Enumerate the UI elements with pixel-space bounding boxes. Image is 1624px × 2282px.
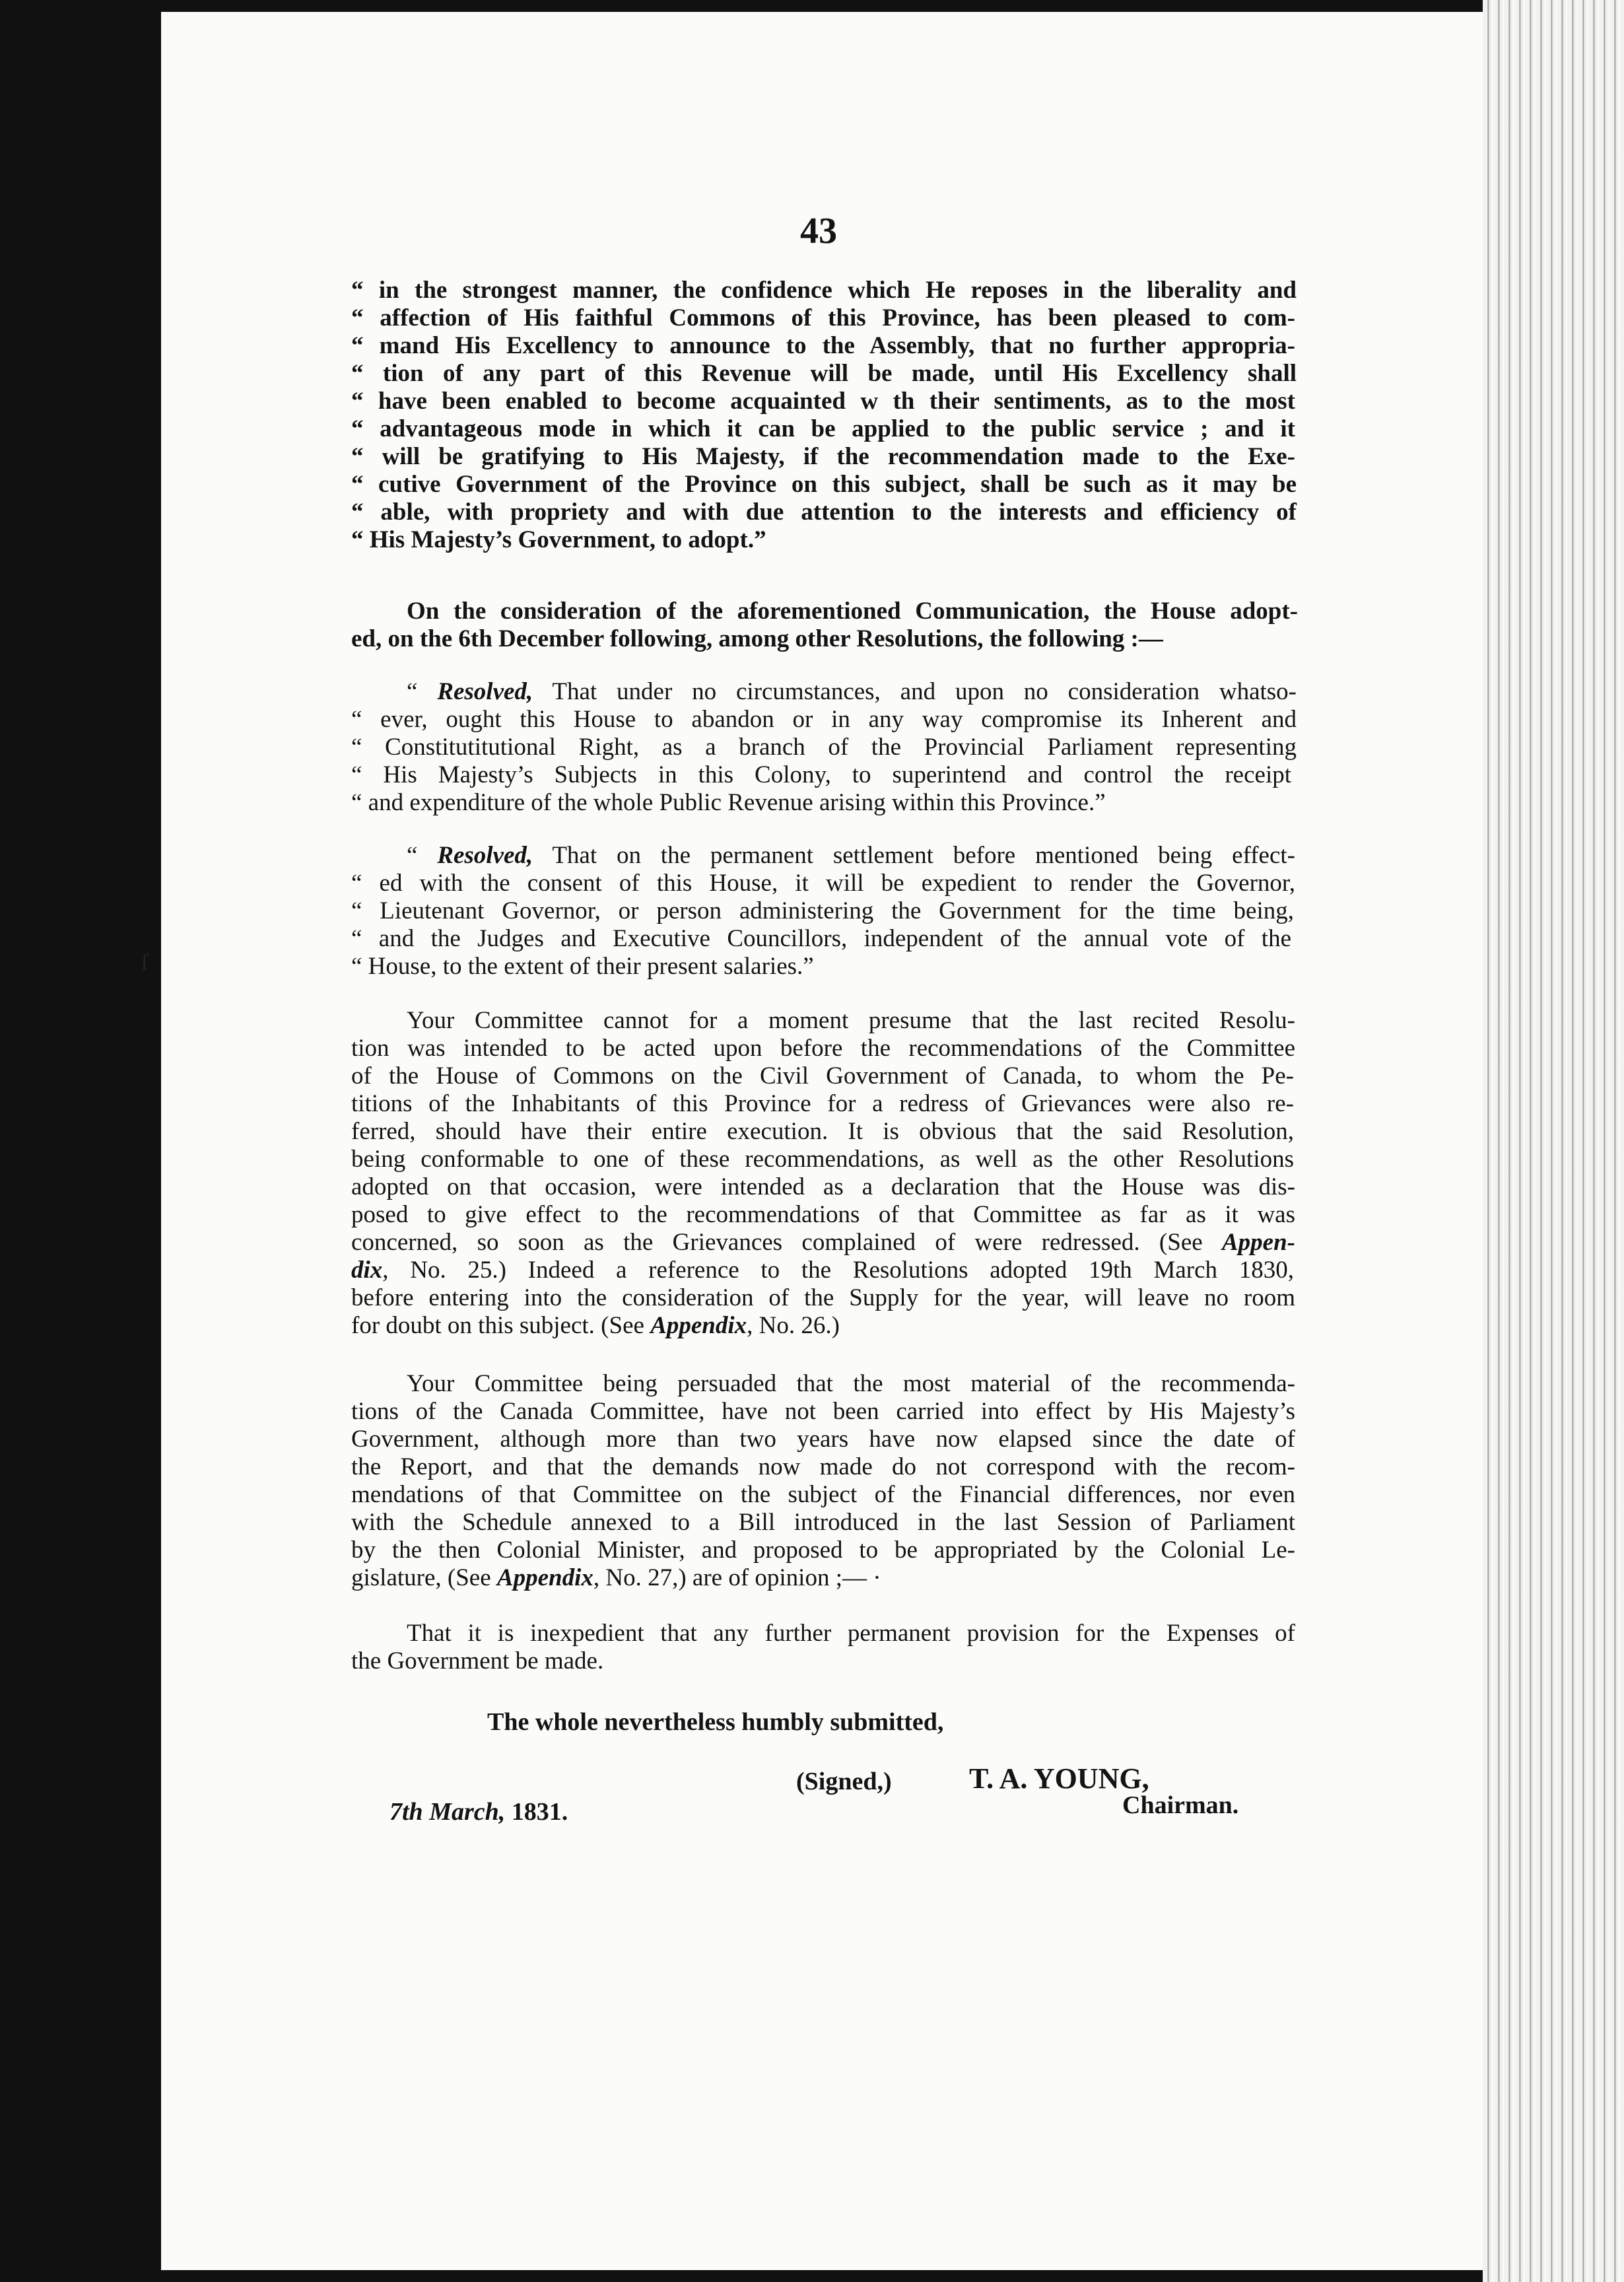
quote-line: “ in the strongest manner, the confidence which He reposes in the liberality and <box>351 277 1297 304</box>
paragraph-line: with the Schedule annexed to a Bill introduced in the last Session of Parliament <box>351 1509 1295 1536</box>
paragraph-line: by the then Colonial Minister, and proposed to be appropriated by the Colonial Le- <box>351 1537 1295 1564</box>
quote-line: “ His Majesty’s Government, to adopt.” <box>351 526 766 553</box>
quote-mark: “ <box>407 842 438 869</box>
paragraph-line: tion was intended to be acted upon before the recommendations of the Committee <box>351 1035 1295 1062</box>
book-binding-edge <box>1483 0 1624 2282</box>
date-year: 1831. <box>505 1798 568 1826</box>
appendix-ref: Appen- <box>1222 1229 1295 1256</box>
paragraph-line: tions of the Canada Committee, have not been carried into effect by His Majesty’s <box>351 1398 1295 1425</box>
resolution-line: “ House, to the extent of their present salaries.” <box>351 953 814 980</box>
quote-line: “ cutive Government of the Province on this subject, shall be such as it may be <box>351 471 1297 498</box>
paragraph-line: of the House of Commons on the Civil Government of Canada, to whom the Pe- <box>351 1062 1294 1089</box>
paragraph-line: On the consideration of the aforementioned Communication, the House adopt- <box>407 598 1298 625</box>
chairman-title: Chairman. <box>1122 1791 1239 1819</box>
quote-mark: “ <box>407 678 438 705</box>
appendix-ref: Appendix <box>496 1564 593 1591</box>
quote-line: “ have been enabled to become acquainted w th their sentiments, as to the most <box>351 388 1295 415</box>
resolution-line <box>407 679 1297 705</box>
resolution-line: “ ever, ought this House to abandon or in any way compromise its Inherent and <box>351 706 1297 733</box>
appendix-ref: Appendix <box>650 1312 747 1339</box>
quote-line: “ mand His Excellency to announce to the Assembly, that no further appropria- <box>351 332 1295 359</box>
paragraph-line: posed to give effect to the recommendations of that Committee as far as it was <box>351 1201 1295 1228</box>
paragraph-line <box>351 1565 881 1591</box>
resolution-line: “ Constitutitutional Right, as a branch of the Provincial Parliament representing <box>351 734 1297 761</box>
signed-label: (Signed,) <box>796 1768 892 1795</box>
paragraph-line: the Government be made. <box>351 1647 604 1675</box>
date-line <box>389 1797 568 1826</box>
resolution-line: “ His Majesty’s Subjects in this Colony, to superintend and control the receipt <box>351 761 1291 788</box>
quote-line: “ will be gratifying to His Majesty, if the recommendation made to the Exe- <box>351 443 1295 470</box>
paragraph-line <box>351 1229 1295 1256</box>
resolved-label: Resolved, <box>437 842 533 869</box>
paragraph-text: gislature, (See <box>351 1564 497 1591</box>
paragraph-text: , No. 27,) are of opinion ;— · <box>593 1564 881 1591</box>
paragraph-text: concerned, so soon as the Grievances complained of were redressed. (See <box>351 1229 1222 1256</box>
paragraph-text: , No. 25.) Indeed a reference to the Resolutions adopted 19th March 1830, <box>382 1257 1294 1284</box>
resolution-line: “ and the Judges and Executive Councillors, independent of the annual vote of the <box>351 925 1291 952</box>
resolution-line: “ Lieutenant Governor, or person administering the Government for the time being, <box>351 897 1294 924</box>
date-day: 7th March, <box>389 1798 506 1826</box>
resolution-text: That on the permanent settlement before mentioned being effect- <box>533 842 1295 869</box>
paragraph-line: Your Committee cannot for a moment presume that the last recited Resolu- <box>407 1007 1295 1034</box>
paragraph-line: Your Committee being persuaded that the most material of the recommenda- <box>407 1370 1295 1397</box>
quote-line: “ advantageous mode in which it can be applied to the public service ; and it <box>351 415 1295 442</box>
paragraph-text: , No. 26.) <box>747 1312 840 1339</box>
paragraph-line: Government, although more than two years have now elapsed since the date of <box>351 1426 1295 1453</box>
resolution-line: “ and expenditure of the whole Public Revenue arising within this Province.” <box>351 789 1106 816</box>
paragraph-line: mendations of that Committee on the subject of the Financial differences, nor even <box>351 1481 1295 1508</box>
paragraph-line: adopted on that occasion, were intended as a declaration that the House was dis- <box>351 1173 1295 1200</box>
resolved-label: Resolved, <box>437 678 533 705</box>
paragraph-line: before entering into the consideration of the Supply for the year, will leave no room <box>351 1284 1295 1311</box>
resolution-text: That under no circumstances, and upon no consideration whatso- <box>533 678 1297 705</box>
quote-line: “ able, with propriety and with due attention to the interests and efficiency of <box>351 499 1297 526</box>
paragraph-text: for doubt on this subject. (See <box>351 1312 651 1339</box>
resolution-line <box>407 843 1295 869</box>
paragraph-line <box>351 1313 840 1339</box>
paragraph-line: the Report, and that the demands now made do not correspond with the recom- <box>351 1453 1295 1480</box>
signatory-name: T. A. YOUNG, <box>969 1762 1149 1795</box>
paragraph-line: being conformable to one of these recommendations, as well as the other Resolutions <box>351 1146 1294 1173</box>
margin-mark: ſ <box>141 949 149 975</box>
paragraph-line <box>351 1257 1294 1284</box>
quote-line: “ affection of His faithful Commons of this Province, has been pleased to com- <box>351 304 1295 331</box>
resolution-line: “ ed with the consent of this House, it will be expedient to render the Governor, <box>351 870 1295 897</box>
paragraph-line: That it is inexpedient that any further permanent provision for the Expenses of <box>407 1620 1295 1647</box>
appendix-ref: dix <box>351 1257 383 1284</box>
quote-line: “ tion of any part of this Revenue will be made, until His Excellency shall <box>351 360 1297 387</box>
paragraph-line: titions of the Inhabitants of this Province for a redress of Grievances were also re- <box>351 1090 1294 1117</box>
page-number: 43 <box>800 211 837 252</box>
submitted-line: The whole nevertheless humbly submitted, <box>487 1708 944 1736</box>
paragraph-line: ed, on the 6th December following, among other Resolutions, the following :— <box>351 625 1163 652</box>
paragraph-line: ferred, should have their entire execution. It is obvious that the said Resolution, <box>351 1118 1294 1145</box>
